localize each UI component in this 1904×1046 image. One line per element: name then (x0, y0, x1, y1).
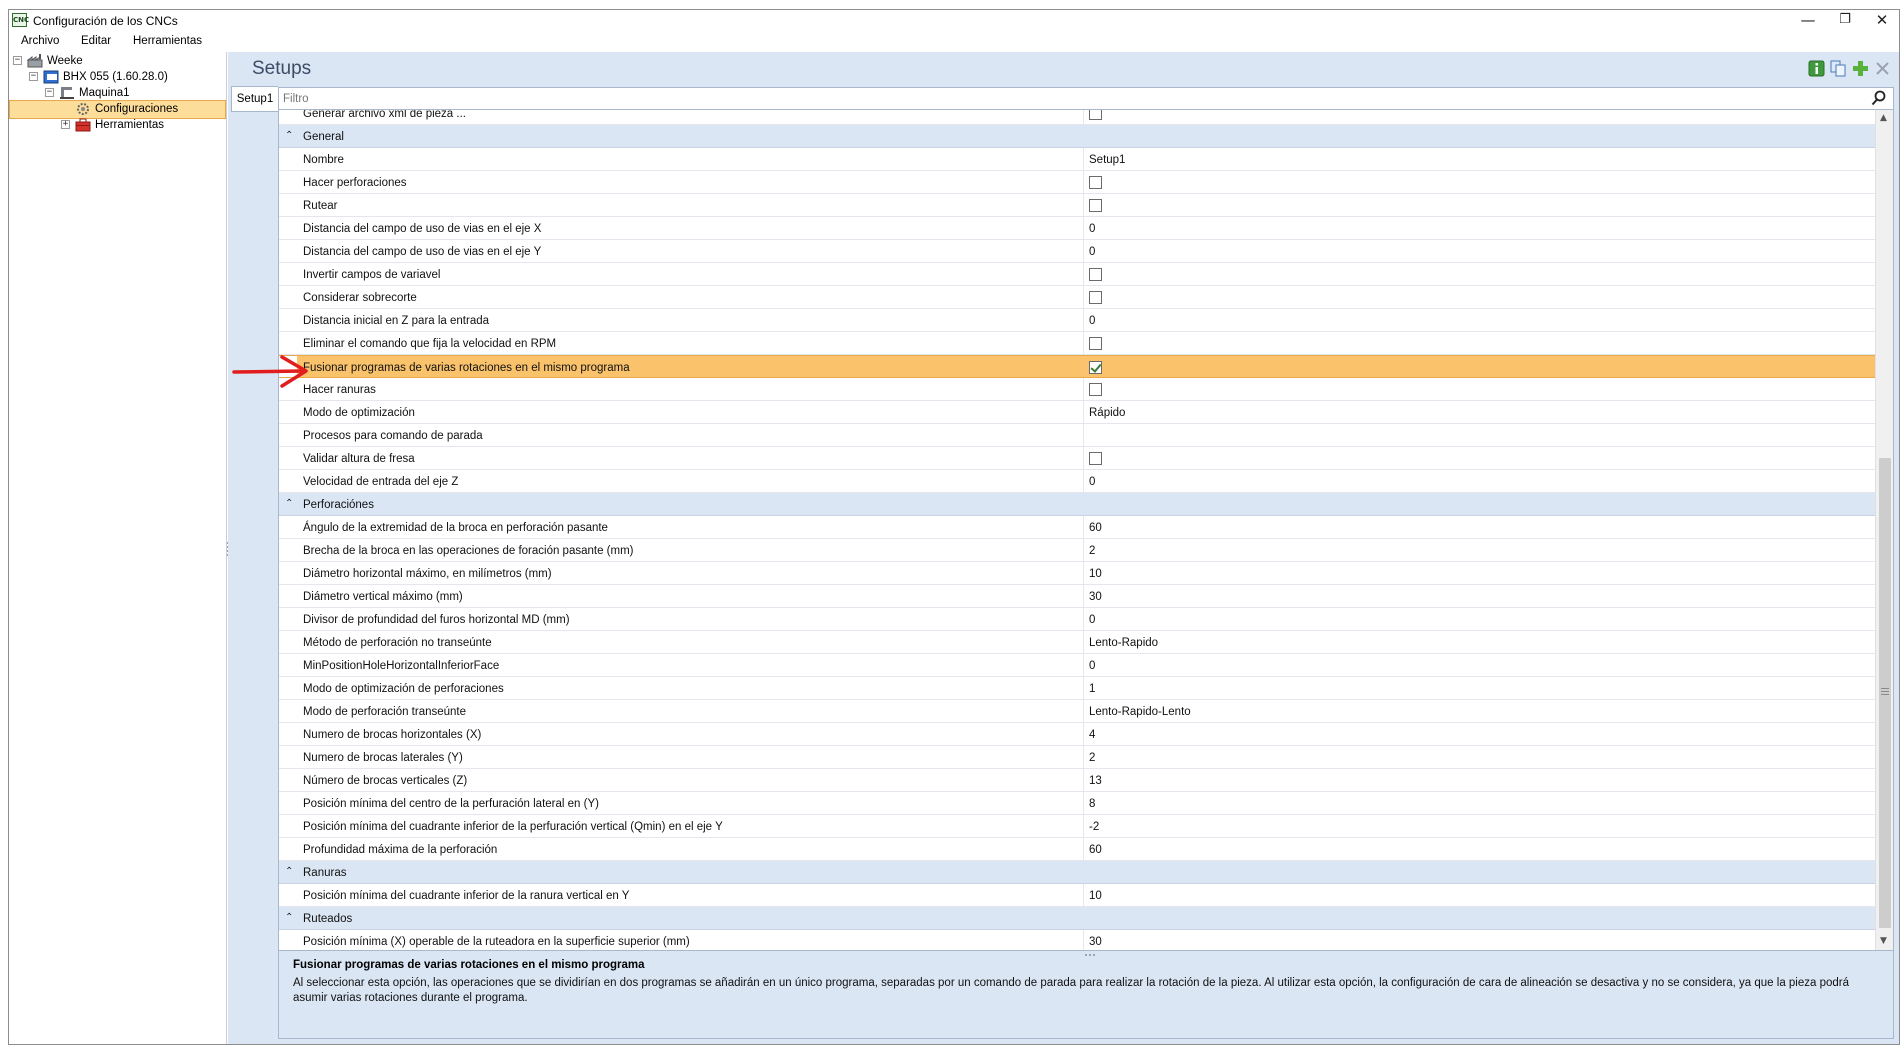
property-row[interactable] (279, 470, 1875, 493)
search-icon[interactable] (1871, 90, 1887, 106)
property-name: Divisor de profundidad del furos horizontal MD (mm) (303, 614, 570, 626)
property-value[interactable]: 10 (1089, 890, 1102, 902)
copy-icon[interactable] (1830, 60, 1847, 77)
row-gutter (279, 700, 297, 722)
column-separator (1083, 838, 1084, 860)
property-name: Posición mínima del cuadrante inferior de la perfuración vertical (Qmin) en el eje Y (303, 821, 723, 833)
property-value[interactable]: 0 (1089, 246, 1096, 258)
property-name: Distancia del campo de uso de vias en el eje X (303, 223, 542, 235)
property-row[interactable] (279, 723, 1875, 746)
property-checkbox[interactable] (1089, 199, 1102, 212)
property-value[interactable]: 30 (1089, 936, 1102, 948)
toolbox-icon (75, 118, 91, 132)
property-checkbox[interactable] (1089, 361, 1102, 374)
grid-scrollbar[interactable] (1875, 110, 1893, 950)
column-separator (1083, 148, 1084, 170)
column-separator (1083, 815, 1084, 837)
row-gutter (279, 309, 297, 331)
property-value[interactable]: Setup1 (1089, 154, 1126, 166)
property-row[interactable] (279, 608, 1875, 631)
column-separator (1083, 447, 1084, 469)
category-name: Ranuras (303, 867, 347, 879)
category-general[interactable] (279, 125, 1875, 148)
property-row[interactable] (279, 585, 1875, 608)
property-name: Brecha de la broca en las operaciones de foración pasante (mm) (303, 545, 634, 557)
collapse-caret-icon[interactable]: ⌃ (285, 912, 294, 923)
cnc-machine-icon (43, 70, 59, 84)
property-row[interactable] (279, 838, 1875, 861)
property-checkbox[interactable] (1089, 337, 1102, 350)
property-name: Invertir campos de variavel (303, 269, 441, 281)
row-gutter (279, 585, 297, 607)
column-separator (1083, 332, 1084, 354)
tree-expander[interactable]: + (62, 119, 69, 129)
property-value[interactable]: 8 (1089, 798, 1096, 810)
row-gutter (279, 470, 297, 492)
tree-expander[interactable]: − (30, 71, 37, 81)
app-window (8, 9, 1900, 1045)
row-gutter (279, 286, 297, 308)
tree-node-label: Weeke (47, 55, 83, 67)
property-editor (278, 87, 1894, 1039)
property-row[interactable] (279, 286, 1875, 309)
property-row[interactable] (279, 148, 1875, 171)
property-row[interactable] (279, 677, 1875, 700)
description-text: Al seleccionar esta opción, las operaciones que se dividirían en dos programas se añadirán en un único programa, separadas por un comando de parada para realizar la rotación de la pieza. Al utilizar esta opción, la configuración de cara de alineación se desactiva y no se considera, ya que la pieza podrá asumir varias rotaciones durante el programa. (293, 977, 1850, 1004)
machine-icon (59, 86, 75, 100)
property-value[interactable]: -2 (1089, 821, 1100, 833)
row-gutter (279, 562, 297, 584)
row-gutter (279, 677, 297, 699)
property-name: Hacer perforaciones (303, 177, 407, 189)
minimize-button[interactable]: — (1800, 11, 1816, 29)
row-gutter (279, 539, 297, 561)
menu-bar (9, 32, 1899, 52)
property-row[interactable] (279, 171, 1875, 194)
scroll-grip (1881, 688, 1889, 696)
property-row[interactable] (279, 194, 1875, 217)
property-checkbox[interactable] (1089, 268, 1102, 281)
tab-setup1[interactable]: Setup1 (231, 86, 278, 112)
property-name: Eliminar el comando que fija la velocidad en RPM (303, 338, 557, 350)
property-name: Fusionar programas de varias rotaciones en el mismo programa (303, 362, 630, 374)
gear-icon (75, 102, 91, 116)
red-arrow-annotation (232, 352, 314, 390)
row-gutter (279, 815, 297, 837)
property-grid (279, 110, 1875, 950)
description-panel (279, 950, 1893, 1038)
property-value[interactable]: 0 (1089, 476, 1096, 488)
menu-herramientas[interactable]: Herramientas (133, 35, 203, 47)
property-name: Nombre (303, 154, 344, 166)
column-separator (1083, 263, 1084, 285)
property-name: Diámetro horizontal máximo, en milímetros (mm) (303, 568, 552, 580)
cnc-app-icon: CNC (12, 13, 27, 27)
property-grid-rows (279, 110, 1875, 950)
setups-panel (228, 52, 1900, 1045)
property-value[interactable]: 0 (1089, 315, 1096, 327)
property-name: Diámetro vertical máximo (mm) (303, 591, 463, 603)
property-name: Distancia del campo de uso de vias en el eje Y (303, 246, 542, 258)
property-value[interactable]: Rápido (1089, 407, 1126, 419)
menu-archivo[interactable]: Archivo (21, 35, 60, 47)
property-row[interactable] (279, 562, 1875, 585)
column-separator (1083, 769, 1084, 791)
property-name: Procesos para comando de parada (303, 430, 483, 442)
row-gutter (279, 401, 297, 423)
column-separator (1083, 792, 1084, 814)
column-separator (1083, 608, 1084, 630)
category-perforaciónes[interactable] (279, 493, 1875, 516)
property-name: Ángulo de la extremidad de la broca en perforación pasante (303, 522, 608, 534)
property-name: Número de brocas verticales (Z) (303, 775, 468, 787)
row-gutter (279, 148, 297, 170)
window-title: Configuración de los CNCs (33, 14, 178, 28)
property-name: Modo de optimización de perforaciones (303, 683, 504, 695)
property-row[interactable] (279, 309, 1875, 332)
property-value[interactable]: 60 (1089, 522, 1102, 534)
column-separator (1083, 677, 1084, 699)
row-gutter (279, 194, 297, 216)
property-row[interactable] (279, 240, 1875, 263)
column-separator (1083, 516, 1084, 538)
column-separator (1083, 631, 1084, 653)
property-name: Método de perforación no transeúnte (303, 637, 492, 649)
property-name: Considerar sobrecorte (303, 292, 417, 304)
column-separator (1083, 110, 1084, 124)
property-name: Validar altura de fresa (303, 453, 415, 465)
tree-node-label: Herramientas (95, 119, 165, 131)
tree-node-label: BHX 055 (1.60.28.0) (63, 71, 168, 83)
property-value[interactable]: Lento-Rapido (1089, 637, 1159, 649)
close-button[interactable]: ✕ (1875, 11, 1889, 29)
close-icon[interactable] (1874, 60, 1891, 77)
column-separator (1083, 884, 1084, 906)
column-separator (1083, 171, 1084, 193)
property-name: Posición mínima del centro de la perfuración lateral en (Y) (303, 798, 599, 810)
category-ranuras[interactable] (279, 861, 1875, 884)
row-gutter (279, 769, 297, 791)
column-separator (1083, 286, 1084, 308)
row-gutter (279, 723, 297, 745)
property-row[interactable] (279, 792, 1875, 815)
property-value[interactable]: 13 (1089, 775, 1102, 787)
column-separator (1083, 585, 1084, 607)
property-value[interactable]: Lento-Rapido-Lento (1089, 706, 1191, 718)
row-gutter (279, 608, 297, 630)
row-gutter (279, 424, 297, 446)
tree-expander[interactable]: − (46, 87, 53, 97)
property-row[interactable] (279, 815, 1875, 838)
column-separator (1083, 539, 1084, 561)
info-icon[interactable] (1808, 60, 1825, 77)
property-row[interactable] (279, 930, 1875, 950)
panel-title: Setups (252, 58, 312, 79)
description-title: Fusionar programas de varias rotaciones en el mismo programa (293, 959, 645, 971)
property-value[interactable]: 2 (1089, 752, 1096, 764)
row-gutter (279, 930, 297, 950)
row-gutter (279, 110, 297, 124)
property-row[interactable] (279, 401, 1875, 424)
column-separator (1083, 194, 1084, 216)
column-separator (1083, 356, 1084, 377)
property-value[interactable]: 0 (1089, 660, 1096, 672)
property-name: Numero de brocas horizontales (X) (303, 729, 482, 741)
description-splitter[interactable] (1085, 947, 1101, 950)
category-name: Ruteados (303, 913, 353, 925)
property-value[interactable]: 0 (1089, 223, 1096, 235)
restore-button[interactable]: ❐ (1839, 12, 1851, 27)
category-name: Perforaciónes (303, 499, 374, 511)
column-separator (1083, 723, 1084, 745)
property-row[interactable] (279, 884, 1875, 907)
filter-input[interactable] (283, 91, 1853, 107)
property-name: MinPositionHoleHorizontalInferiorFace (303, 660, 500, 672)
property-checkbox[interactable] (1089, 383, 1102, 396)
property-row[interactable] (279, 769, 1875, 792)
property-name: Hacer ranuras (303, 384, 376, 396)
property-checkbox[interactable] (1089, 110, 1102, 120)
column-separator (1083, 240, 1084, 262)
property-row[interactable] (279, 263, 1875, 286)
property-value[interactable]: 4 (1089, 729, 1096, 741)
machine-tree (9, 52, 227, 1045)
column-separator (1083, 746, 1084, 768)
property-value[interactable]: 0 (1089, 614, 1096, 626)
property-row[interactable] (279, 654, 1875, 677)
tree-node-label: Configuraciones (95, 103, 179, 115)
property-value[interactable]: 30 (1089, 591, 1102, 603)
column-separator (1083, 424, 1084, 446)
menu-editar[interactable]: Editar (81, 35, 112, 47)
property-value[interactable]: 2 (1089, 545, 1096, 557)
property-value[interactable]: 60 (1089, 844, 1102, 856)
property-row[interactable] (279, 516, 1875, 539)
column-separator (1083, 470, 1084, 492)
property-row[interactable] (279, 746, 1875, 769)
row-gutter (279, 217, 297, 239)
property-name: Generar archivo xml de pieza ... (303, 110, 466, 120)
property-name: Modo de perforación transeúnte (303, 706, 467, 718)
property-row[interactable] (279, 447, 1875, 470)
row-gutter (279, 516, 297, 538)
property-row[interactable] (279, 378, 1875, 401)
column-separator (1083, 401, 1084, 423)
property-row[interactable] (279, 217, 1875, 240)
row-gutter (279, 631, 297, 653)
property-value[interactable]: 10 (1089, 568, 1102, 580)
property-row[interactable] (279, 631, 1875, 654)
row-gutter (279, 654, 297, 676)
collapse-caret-icon[interactable]: ⌃ (285, 498, 294, 509)
property-row[interactable] (279, 110, 1875, 125)
tree-expander[interactable]: − (14, 55, 21, 65)
row-gutter (279, 884, 297, 906)
property-row[interactable] (279, 539, 1875, 562)
row-gutter (279, 447, 297, 469)
property-row[interactable] (279, 700, 1875, 723)
row-gutter (279, 240, 297, 262)
collapse-caret-icon[interactable]: ⌃ (285, 130, 294, 141)
property-row[interactable] (279, 355, 1875, 378)
property-name: Velocidad de entrada del eje Z (303, 476, 459, 488)
row-gutter (279, 838, 297, 860)
collapse-caret-icon[interactable]: ⌃ (285, 866, 294, 877)
column-separator (1083, 309, 1084, 331)
column-separator (1083, 654, 1084, 676)
category-ruteados[interactable] (279, 907, 1875, 930)
property-name: Rutear (303, 200, 338, 212)
property-checkbox[interactable] (1089, 176, 1102, 189)
property-checkbox[interactable] (1089, 291, 1102, 304)
property-row[interactable] (279, 332, 1875, 355)
add-icon[interactable] (1852, 60, 1869, 77)
row-gutter (279, 171, 297, 193)
row-gutter (279, 746, 297, 768)
property-name: Numero de brocas laterales (Y) (303, 752, 463, 764)
scroll-down-arrow[interactable]: ▼ (1880, 936, 1887, 946)
column-separator (1083, 378, 1084, 400)
column-separator (1083, 217, 1084, 239)
row-gutter (279, 263, 297, 285)
property-name: Distancia inicial en Z para la entrada (303, 315, 490, 327)
property-name: Posición mínima (X) operable de la ruteadora en la superficie superior (mm) (303, 936, 690, 948)
column-separator (1083, 930, 1084, 950)
property-row[interactable] (279, 424, 1875, 447)
row-gutter (279, 332, 297, 354)
factory-icon (27, 54, 43, 68)
tree-node-label: Maquina1 (79, 87, 130, 99)
property-name: Posición mínima del cuadrante inferior de la ranura vertical en Y (303, 890, 630, 902)
property-checkbox[interactable] (1089, 452, 1102, 465)
tree-node-herramientas[interactable] (9, 116, 226, 135)
row-gutter (279, 792, 297, 814)
column-separator (1083, 562, 1084, 584)
category-name: General (303, 131, 344, 143)
column-separator (1083, 700, 1084, 722)
property-name: Modo de optimización (303, 407, 415, 419)
property-value[interactable]: 1 (1089, 683, 1096, 695)
title-bar (9, 10, 1899, 32)
scroll-up-arrow[interactable]: ▲ (1880, 113, 1887, 123)
property-name: Profundidad máxima de la perforación (303, 844, 498, 856)
filter-bar (279, 88, 1893, 110)
